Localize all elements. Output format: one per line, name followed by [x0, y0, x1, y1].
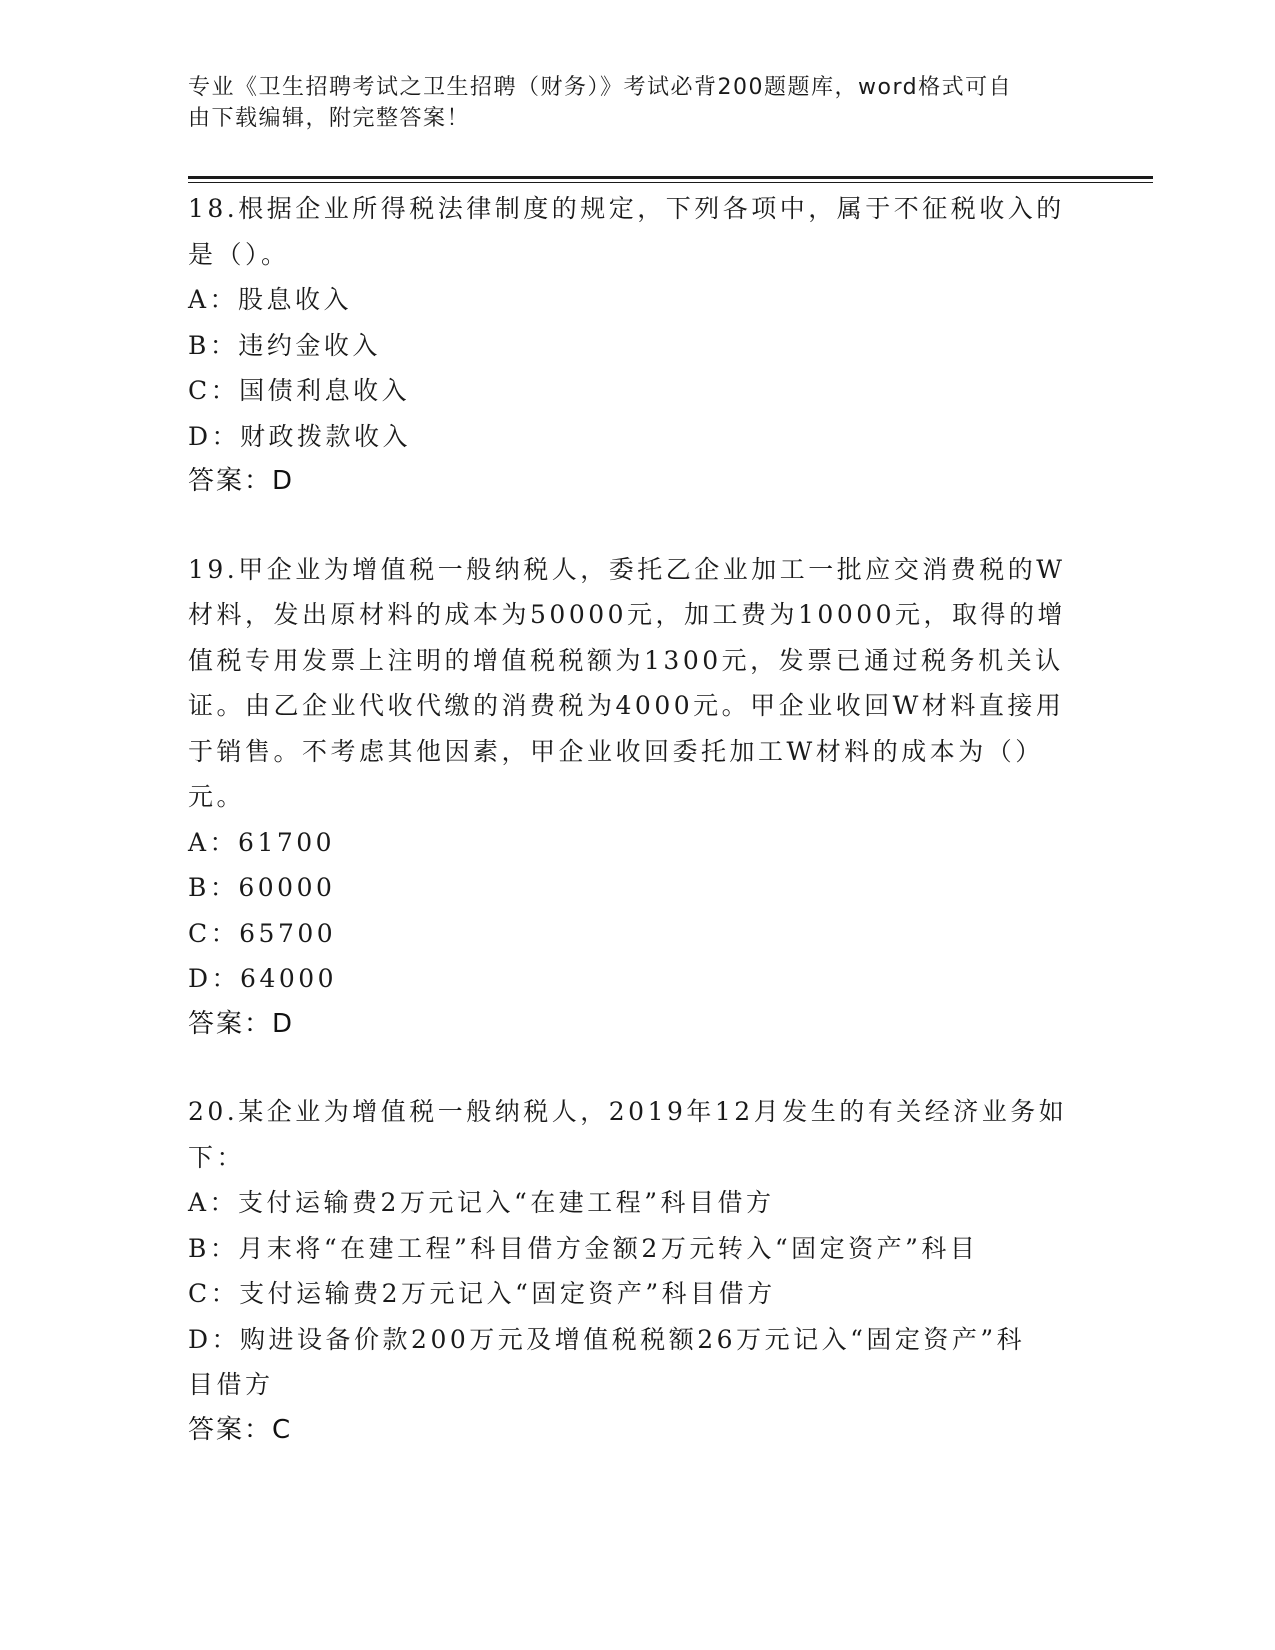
option-b: B：月末将“在建工程”科目借方金额2万元转入“固定资产”科目: [188, 1233, 979, 1263]
question-stem-line: 是（）。: [188, 239, 290, 269]
question-stem-line: 下：: [188, 1142, 246, 1172]
option-d: D：购进设备价款200万元及增值税税额26万元记入“固定资产”科: [188, 1324, 1026, 1354]
question-list: [188, 186, 1068, 1495]
question-stem-line: 证。由乙企业代收代缴的消费税为4000元。甲企业收回W材料直接用: [188, 691, 1065, 720]
header-divider-thin: [188, 182, 1153, 183]
option-d: D：64000: [188, 964, 338, 993]
option-a: A：股息收入: [188, 285, 353, 314]
document-header: [188, 72, 1068, 134]
question-stem-line: 18.根据企业所得税法律制度的规定，下列各项中，属于不征税收入的: [188, 194, 1065, 223]
question-20: [188, 1089, 1068, 1453]
option-b: B：违约金收入: [188, 330, 381, 360]
option-b: B：60000: [188, 873, 336, 902]
question-stem-line: 材料，发出原材料的成本为50000元，加工费为10000元，取得的增: [188, 600, 1067, 629]
header-line-1: 专业《卫生招聘考试之卫生招聘（财务）》考试必背200题题库，word格式可自: [188, 75, 1013, 100]
option-a: A：支付运输费2万元记入“在建工程”科目借方: [188, 1188, 775, 1217]
question-19: [188, 547, 1068, 1048]
question-stem-line: 值税专用发票上注明的增值税税额为1300元，发票已通过税务机关认: [188, 645, 1064, 675]
option-c: C：65700: [188, 918, 337, 948]
question-stem-line: 20.某企业为增值税一般纳税人，2019年12月发生的有关经济业务如: [188, 1097, 1068, 1126]
option-c: C：国债利息收入: [188, 376, 411, 405]
header-line-2: 由下载编辑，附完整答案！: [188, 106, 471, 131]
option-c: C：支付运输费2万元记入“固定资产”科目借方: [188, 1279, 776, 1308]
option-d: D：财政拨款收入: [188, 421, 412, 451]
question-18: [188, 186, 1068, 505]
option-a: A：61700: [188, 827, 336, 857]
option-d-continued: 目借方: [188, 1370, 274, 1399]
answer-label: 答案：D: [188, 1008, 295, 1039]
answer-label: 答案：C: [188, 1414, 293, 1445]
answer-label: 答案：D: [188, 466, 295, 496]
header-divider-thick: [188, 176, 1153, 179]
question-stem-line: 元。: [188, 782, 246, 811]
question-stem-line: 19.甲企业为增值税一般纳税人，委托乙企业加工一批应交消费税的W: [188, 554, 1066, 584]
question-stem-line: 于销售。不考虑其他因素，甲企业收回委托加工W材料的成本为（）: [188, 736, 1044, 766]
